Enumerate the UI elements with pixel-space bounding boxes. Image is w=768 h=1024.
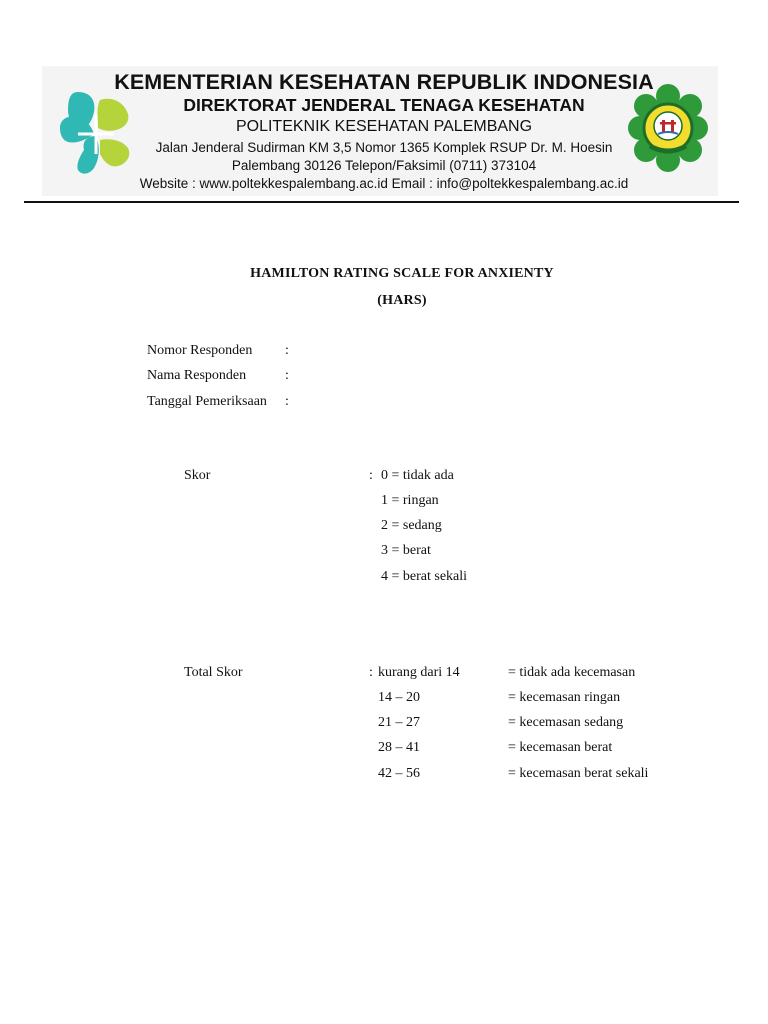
score-item: 4 = berat sekali — [381, 569, 468, 584]
address-line-1: Jalan Jenderal Sudirman KM 3,5 Nomor 1365 Komplek RSUP Dr. M. Hoesin — [155, 140, 613, 155]
letterhead-rule — [24, 201, 739, 203]
total-range: kurang dari 14 — [378, 665, 460, 680]
total-range: 14 – 20 — [378, 690, 420, 705]
field-label-nama: Nama Responden — [147, 368, 247, 383]
total-meaning: = kecemasan ringan — [508, 690, 621, 705]
field-label-tanggal: Tanggal Pemeriksaan — [147, 394, 267, 409]
score-label: Skor — [184, 468, 211, 483]
contact-line: Website : www.poltekkespalembang.ac.id Email : info@poltekkespalembang.ac.id — [139, 176, 629, 191]
address-line-2: Palembang 30126 Telepon/Faksimil (0711) 373104 — [231, 158, 537, 173]
score-item: 1 = ringan — [381, 493, 439, 508]
total-meaning: = kecemasan berat — [508, 740, 613, 755]
total-colon: : — [369, 665, 373, 680]
field-colon-tanggal: : — [285, 394, 289, 409]
total-range: 42 – 56 — [378, 766, 420, 781]
field-colon-nama: : — [285, 368, 289, 383]
field-colon-nomor: : — [285, 343, 289, 358]
field-label-nomor: Nomor Responden — [147, 343, 253, 358]
score-colon: : — [369, 468, 373, 483]
institution-name: POLITEKNIK KESEHATAN PALEMBANG — [235, 118, 533, 135]
score-item: 2 = sedang — [381, 518, 442, 533]
document-subtitle: (HARS) — [377, 293, 427, 308]
ministry-name: KEMENTERIAN KESEHATAN REPUBLIK INDONESIA — [114, 70, 654, 94]
directorate-name: DIREKTORAT JENDERAL TENAGA KESEHATAN — [183, 95, 585, 115]
total-meaning: = kecemasan berat sekali — [508, 766, 649, 781]
total-label: Total Skor — [184, 665, 243, 680]
total-range: 28 – 41 — [378, 740, 420, 755]
document-title: HAMILTON RATING SCALE FOR ANXIENTY — [250, 266, 554, 281]
total-range: 21 – 27 — [378, 715, 420, 730]
score-item: 0 = tidak ada — [381, 468, 454, 483]
score-item: 3 = berat — [381, 543, 431, 558]
total-meaning: = kecemasan sedang — [508, 715, 624, 730]
total-meaning: = tidak ada kecemasan — [508, 665, 636, 680]
